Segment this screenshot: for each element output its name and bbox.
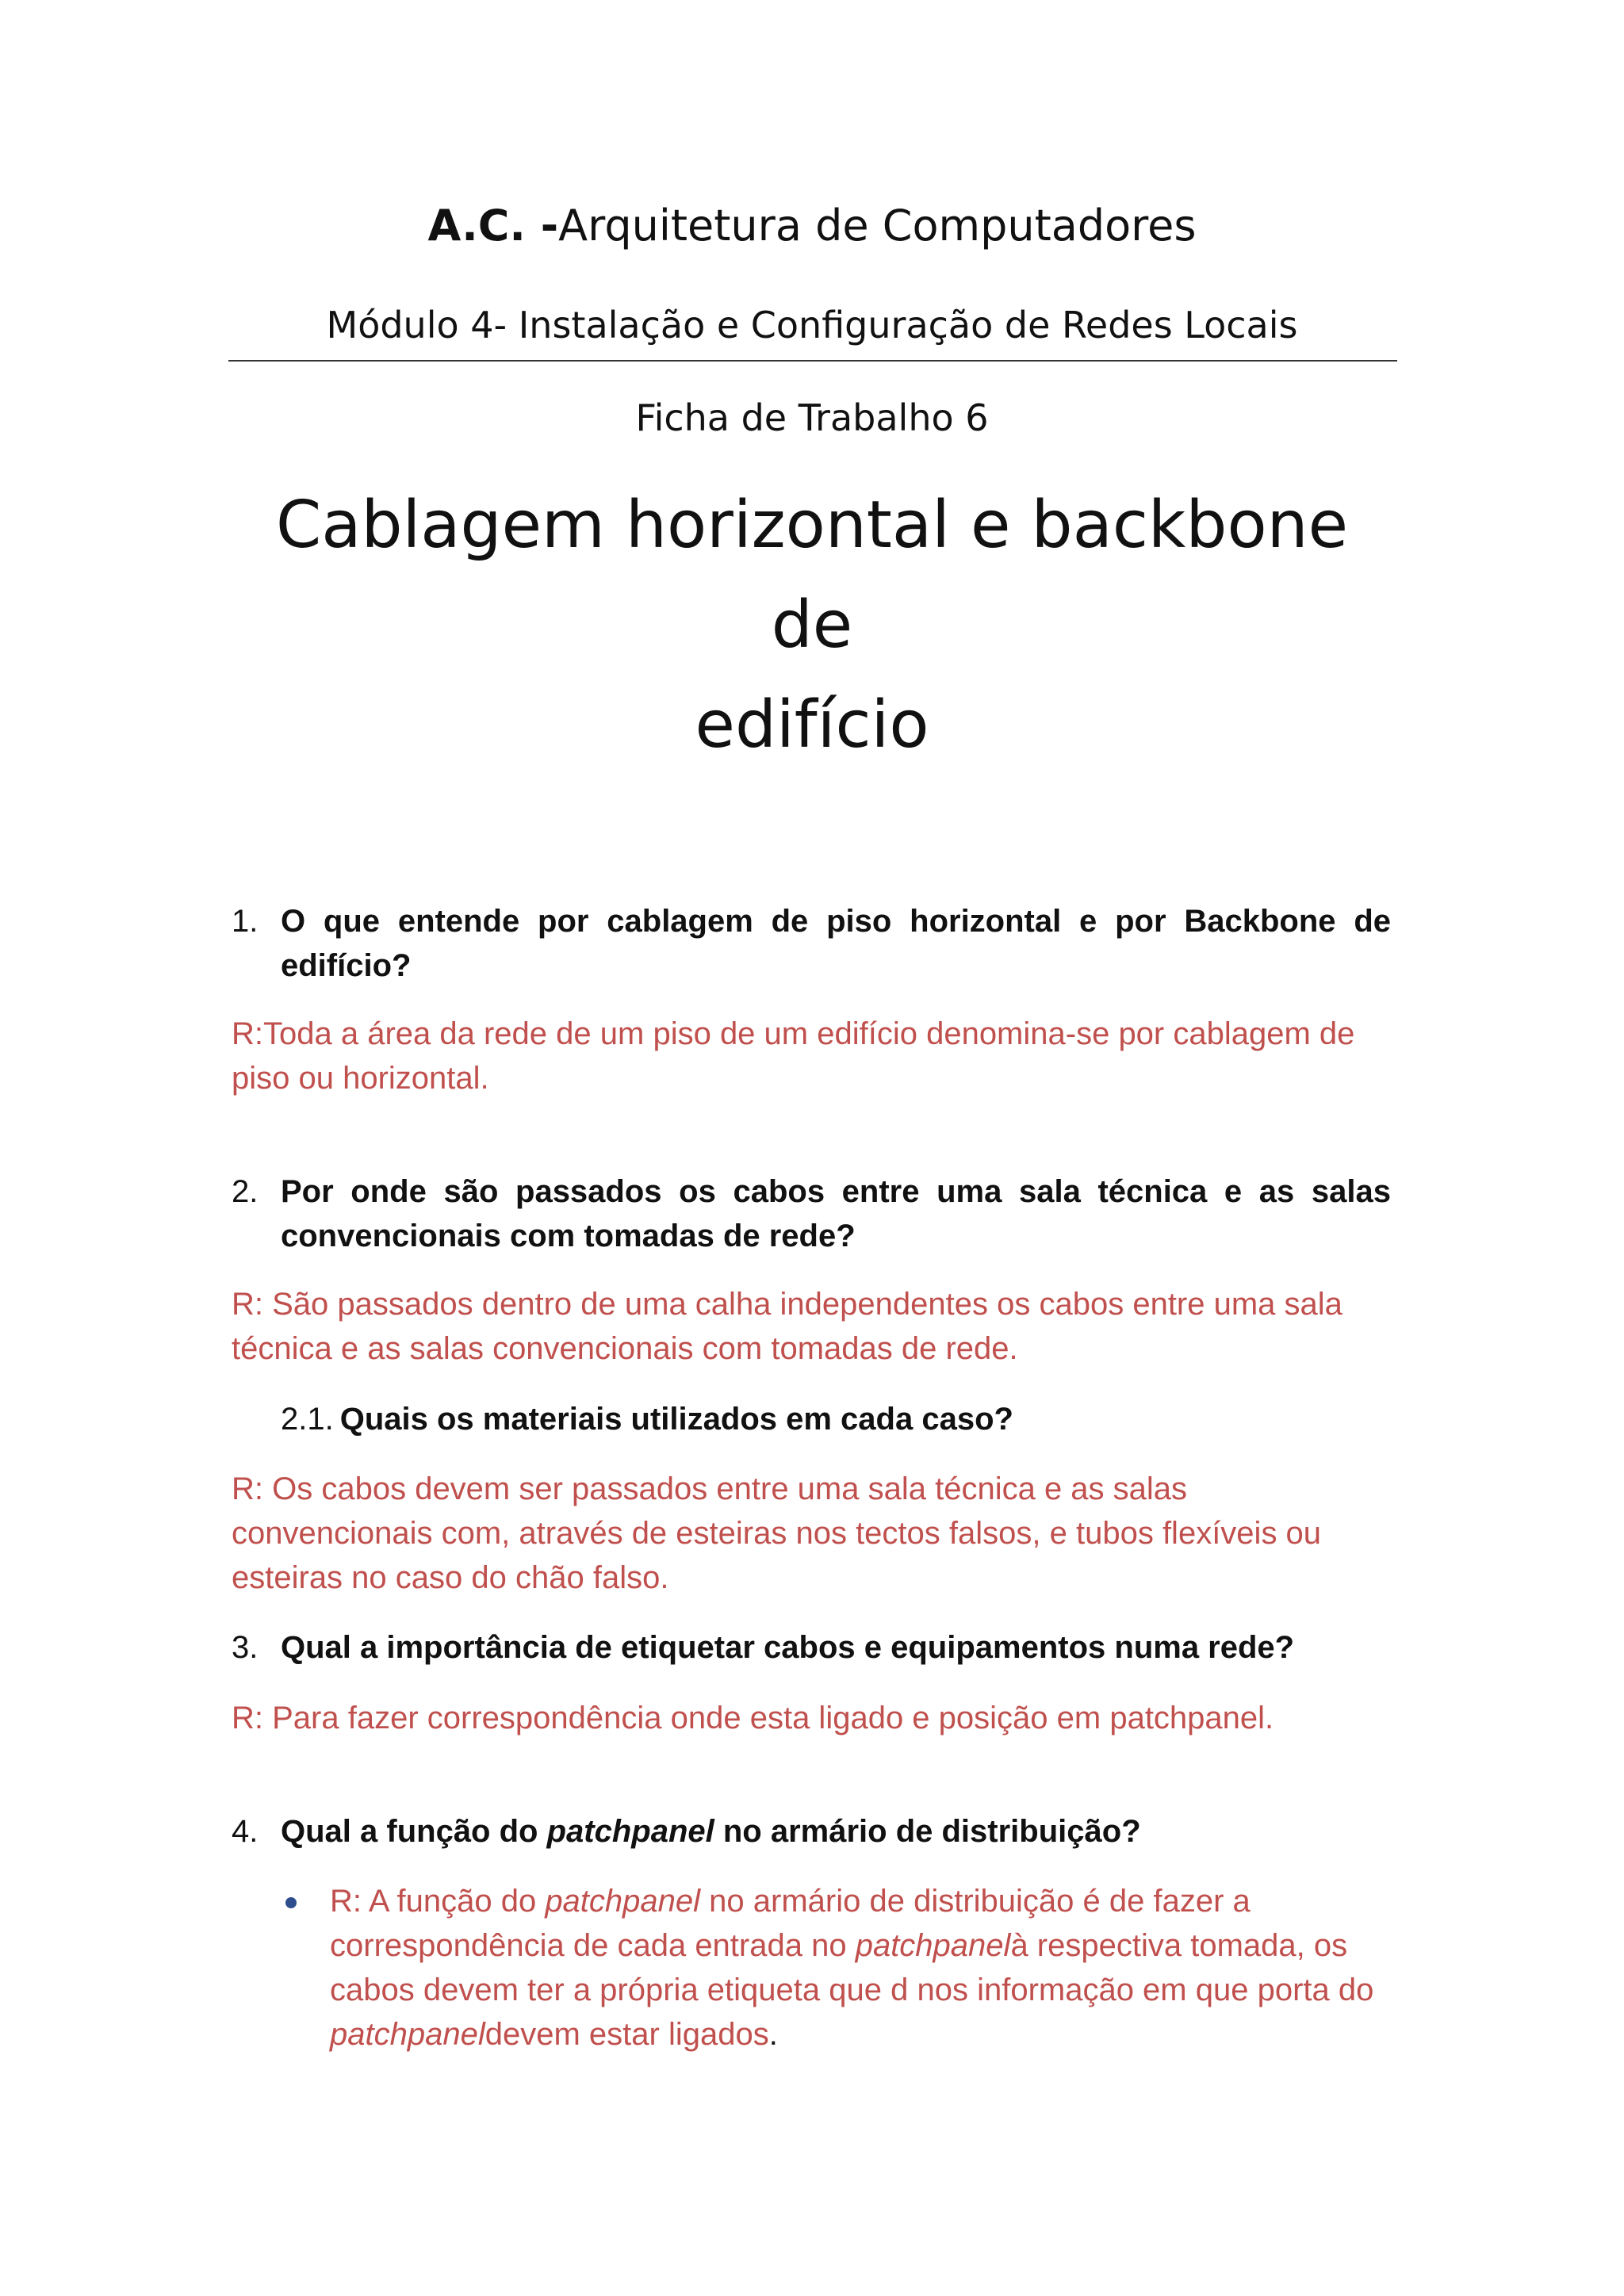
page-title-line-1: Cablagem horizontal e backbone de <box>275 488 1349 663</box>
module-title: Módulo 4- Instalação e Configuração de Redes Locais <box>326 304 1298 346</box>
question-3 <box>232 1625 1391 1670</box>
answer-text-italic: patchpanel <box>330 2017 485 2052</box>
question-number: 2.1. <box>281 1402 334 1437</box>
question-text <box>281 1809 1391 1854</box>
answer-text-part: devem estar ligados <box>485 2017 769 2052</box>
question-number: 3. <box>232 1630 259 1665</box>
question-text: Quais os materiais utilizados em cada caso? <box>339 1402 1013 1437</box>
question-text: O que entende por cablagem de piso horizontal e por Backbone de edifício? <box>281 904 1391 983</box>
course-name: Arquitetura de Computadores <box>558 201 1197 251</box>
course-title <box>0 198 1624 254</box>
question-2 <box>232 1169 1391 1258</box>
answer-text-part: no armário de distribuição é de fazer a correspondência de cada entrada no <box>330 1884 1251 1963</box>
question-text: Por onde são passados os cabos entre uma sala técnica e as salas convencionais com tomadas de rede? <box>281 1174 1391 1253</box>
question-text-part: Qual a função do <box>281 1814 547 1849</box>
question-4 <box>232 1809 1391 1854</box>
page-title <box>238 476 1386 775</box>
question-text-italic: patchpanel <box>546 1814 714 1849</box>
answer-3: R: Para fazer correspondência onde esta ligado e posição em patchpanel. <box>232 1701 1274 1735</box>
bullet-icon <box>285 1897 297 1908</box>
question-number: 1. <box>232 904 259 939</box>
question-number: 4. <box>232 1814 259 1849</box>
question-2-1 <box>281 1397 1391 1441</box>
answer-text-part: R: A função do <box>330 1884 546 1919</box>
answer-2: R: São passados dentro de uma calha independentes os cabos entre uma sala técnica e as salas convencionais com tomadas de rede. <box>232 1287 1342 1366</box>
page-title-line-2: edifício <box>695 687 929 763</box>
answer-4 <box>330 1879 1392 2057</box>
answer-text-italic: patchpanel <box>545 1884 701 1919</box>
answer-text-period: . <box>768 2017 778 2052</box>
question-1 <box>232 899 1391 988</box>
question-text: Qual a importância de etiquetar cabos e equipamentos numa rede? <box>281 1630 1295 1665</box>
worksheet-number: Ficha de Trabalho 6 <box>635 396 989 439</box>
header-divider <box>228 360 1397 362</box>
answer-2-1: R: Os cabos devem ser passados entre uma sala técnica e as salas convencionais com, através de esteiras nos tectos falsos, e tubos flexíveis ou esteiras no caso do chão falso. <box>232 1471 1322 1595</box>
question-number: 2. <box>232 1174 259 1209</box>
answer-text-part: à respectiva tomada, os cabos devem ter a própria etiqueta que d nos informação em que porta do <box>330 1928 1374 2007</box>
answer-1: R:Toda a área da rede de um piso de um edifício denomina-se por cablagem de piso ou horizontal. <box>232 1016 1355 1096</box>
answer-text-italic: patchpanel <box>855 1928 1011 1963</box>
course-abbrev: A.C. - <box>427 201 559 251</box>
question-text-part: no armário de distribuição? <box>714 1814 1141 1849</box>
